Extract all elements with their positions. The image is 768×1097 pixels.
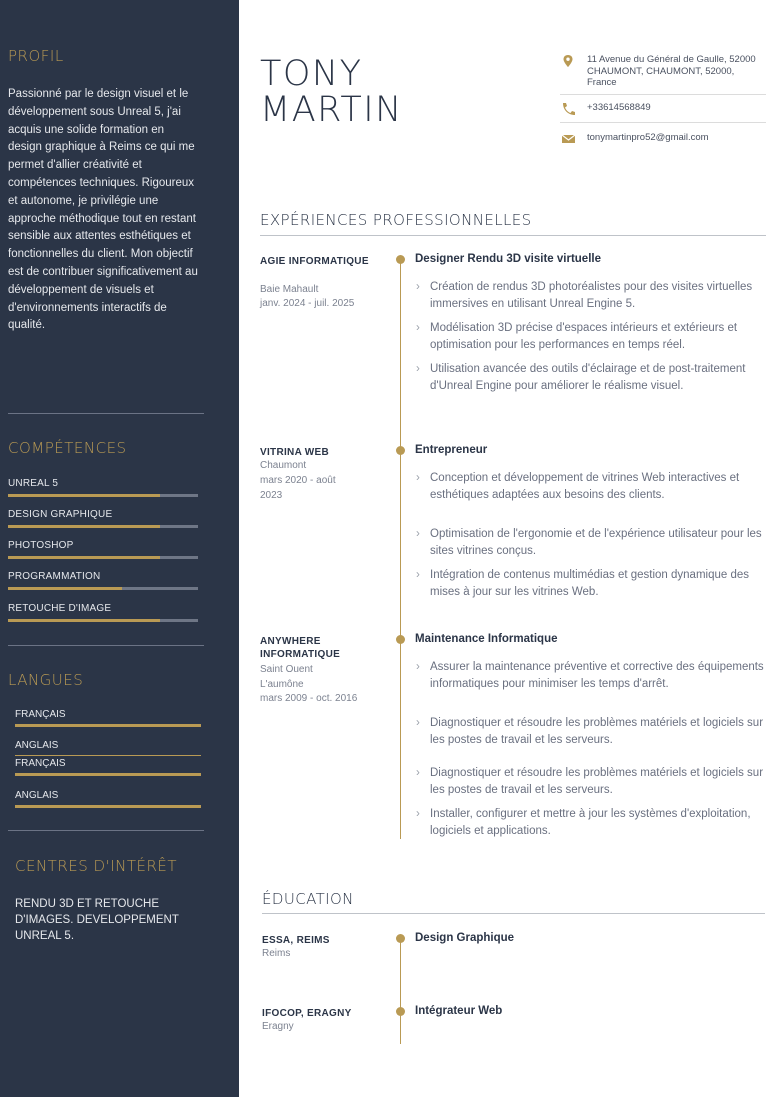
job-bullet: › Modélisation 3D précise d'espaces intérieurs et extérieurs et optimisation pour les performances en temps réel. [430,320,766,353]
language-item [15,740,201,756]
job-bullet: › Installer, configurer et mettre à jour les systèmes d'exploitation, logiciels et applications. [430,806,766,839]
company-name: ANYWHERE INFORMATIQUE [260,636,341,660]
divider [8,413,204,414]
language-bar [15,773,201,776]
languages-title: LANGUES [8,671,84,689]
job-bullet: › Optimisation de l'ergonomie et de l'expérience utilisateur pour les sites vitrines conçus. [430,526,766,559]
language-item [15,790,201,808]
skill-item [8,571,198,590]
location-pin-icon [560,54,576,68]
language-bar [15,755,201,756]
skill-bar [8,556,198,559]
timeline-dot [396,934,405,943]
job-location: Saint Ouent L'aumône [260,664,313,690]
skill-bar-fill [8,556,160,559]
skill-label: RETOUCHE D'IMAGE [8,603,112,614]
job-bullet: › Conception et développement de vitrines Web interactives et esthétiques adaptées aux besoins des clients. [430,470,766,503]
profile-title: PROFIL [8,47,64,65]
job-bullet: › Création de rendus 3D photoréalistes pour des visites virtuelles immersives en utilisant Unreal Engine 5. [430,279,766,312]
divider [560,94,766,95]
skill-item [8,540,198,559]
phone-text[interactable]: +33614568849 [587,102,651,113]
divider [560,122,766,123]
envelope-icon [560,132,576,146]
skill-item [8,509,198,528]
skill-label: DESIGN GRAPHIQUE [8,509,113,520]
last-name: MARTIN [260,90,403,130]
interests-title: CENTRES D'INTÉRÊT [15,857,178,875]
language-label: FRANÇAIS [15,709,66,720]
school-name: ESSA, REIMS [262,935,330,946]
skill-bar-fill [8,619,160,622]
job-title: Designer Rendu 3D visite virtuelle [415,253,601,265]
skill-bar-fill [8,494,160,497]
address-text: 11 Avenue du Général de Gaulle, 52000 CHAUMONT, CHAUMONT, 52000, France [587,54,756,88]
job-dates: mars 2020 - août 2023 [260,475,336,501]
skill-bar-fill [8,587,122,590]
section-rule [262,913,765,914]
experience-title: EXPÉRIENCES PROFESSIONNELLES [260,211,532,229]
phone-icon [560,102,576,116]
interests-text: RENDU 3D ET RETOUCHE D'IMAGES. DEVELOPPEMENT UNREAL 5. [15,898,179,942]
school-location: Reims [262,948,291,959]
language-item [15,709,201,727]
skill-bar [8,619,198,622]
timeline-line [400,938,401,1044]
job-bullet: › Intégration de contenus multimédias et gestion dynamique des mises à jour sur les vitrines Web. [430,567,766,600]
timeline-dot [396,255,405,264]
first-name: TONY [260,54,363,94]
language-label: ANGLAIS [15,790,59,801]
skill-bar [8,525,198,528]
skill-label: PHOTOSHOP [8,540,74,551]
skill-bar [8,587,198,590]
job-bullet: › Assurer la maintenance préventive et corrective des équipements informatiques pour minimiser les temps d'arrêt. [430,659,766,692]
degree-title: Design Graphique [415,932,515,944]
divider [8,645,204,646]
school-name: IFOCOP, ERAGNY [262,1008,352,1019]
job-location: Chaumont [260,460,307,471]
language-item [15,758,201,776]
skill-item [8,603,198,622]
education-title: ÉDUCATION [262,890,354,908]
company-name: AGIE INFORMATIQUE [260,256,369,267]
company-name: VITRINA WEB [260,447,330,458]
degree-title: Intégrateur Web [415,1005,503,1017]
language-bar [15,724,201,727]
email-text[interactable]: tonymartinpro52@gmail.com [587,132,709,143]
skill-bar-fill [8,525,160,528]
language-bar [15,805,201,808]
job-dates: janv. 2024 - juil. 2025 [260,298,355,309]
job-title: Entrepreneur [415,444,488,456]
job-bullet: › Diagnostiquer et résoudre les problèmes matériels et logiciels sur les postes de travail et les serveurs. [430,765,766,798]
timeline-line [400,259,401,839]
language-label: FRANÇAIS [15,758,66,769]
job-location: Baie Mahault [260,284,319,295]
skill-item [8,478,198,497]
school-location: Eragny [262,1021,294,1032]
job-bullet: › Utilisation avancée des outils d'éclairage et de post-traitement d'Unreal Engine pour améliorer le réalisme visuel. [430,361,766,394]
timeline-dot [396,635,405,644]
section-rule [260,235,766,236]
language-label: ANGLAIS [15,740,59,751]
timeline-dot [396,1007,405,1016]
job-bullet: › Diagnostiquer et résoudre les problèmes matériels et logiciels sur les postes de travail et les serveurs. [430,715,766,748]
full-name [260,56,403,128]
sidebar [0,0,239,1097]
job-title: Maintenance Informatique [415,633,558,645]
skill-bar [8,494,198,497]
job-dates: mars 2009 - oct. 2016 [260,693,358,704]
skill-label: UNREAL 5 [8,478,59,489]
skills-title: COMPÉTENCES [8,439,127,457]
divider [8,830,204,831]
timeline-dot [396,446,405,455]
skill-label: PROGRAMMATION [8,571,101,582]
profile-text: Passionné par le design visuel et le développement sous Unreal 5, j'ai acquis une solide formation en design graphique à Reims ce qui me permet d'allier créativité et compétences techniques. Rigoureux et autonome, je privilégie une approche méthodique tout en restant sensible aux attentes esthétiques et fonctionnelles du client. Mon objectif est de contribuer significativement au développement de visuels et d'environnements interactifs de qualité. [8,88,198,332]
